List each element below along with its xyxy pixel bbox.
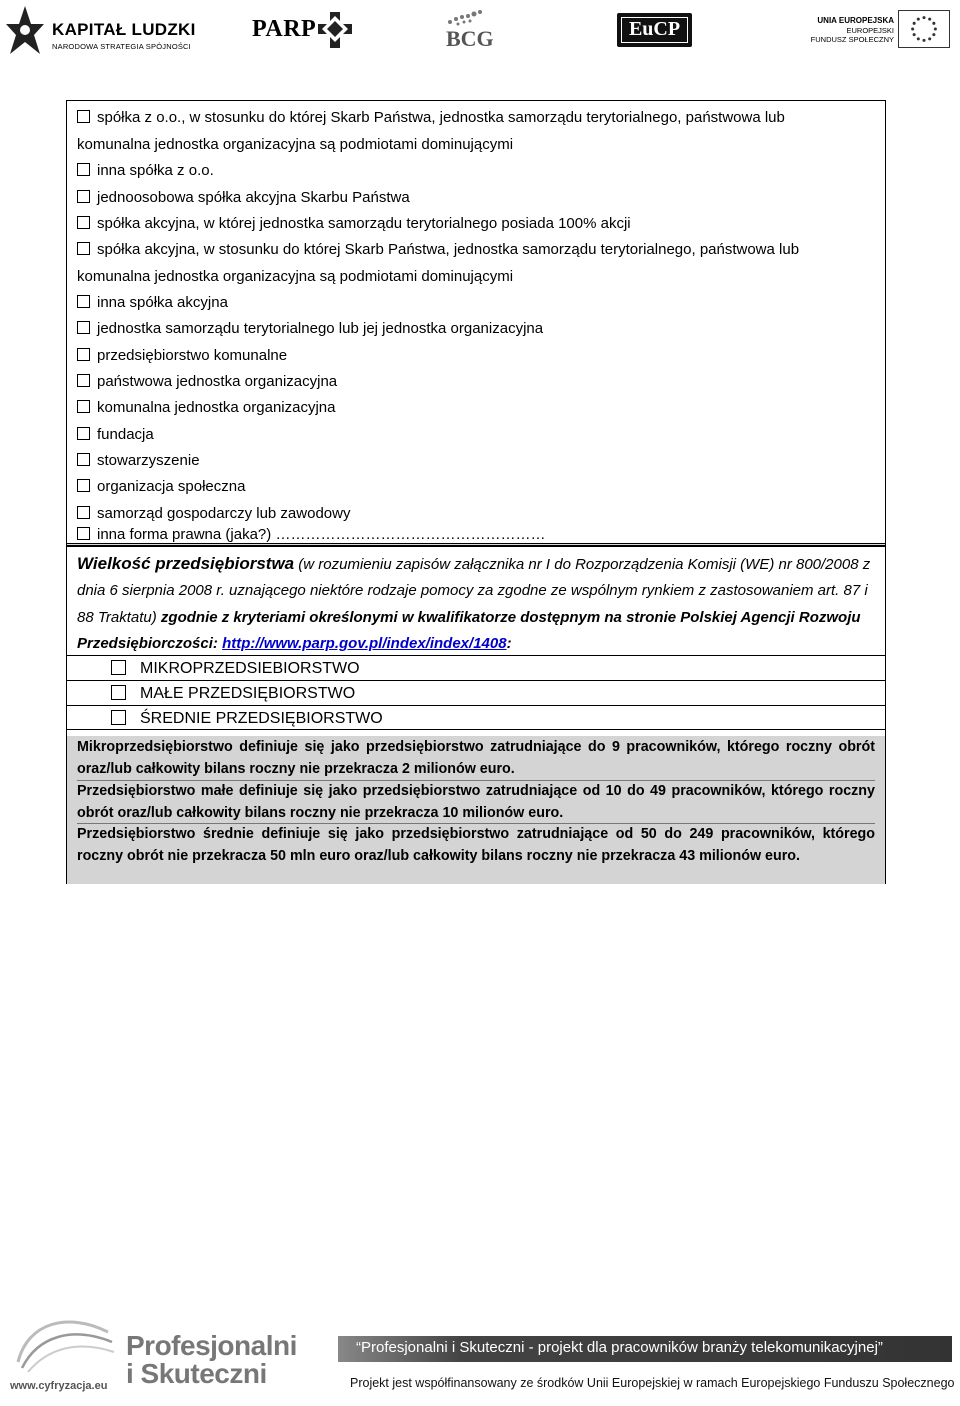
option-label: komunalna jednostka organizacyjna są podmiotami dominującymi (77, 136, 514, 153)
option-line[interactable] (77, 347, 287, 365)
legal-form-section (66, 100, 886, 884)
option-line-continued (77, 136, 513, 154)
option-label: przedsiębiorstwo komunalne (97, 347, 288, 364)
section-divider (67, 543, 885, 547)
option-label: inna forma prawna (jaka?) (97, 526, 272, 543)
option-label: państwowa jednostka organizacyjna (97, 373, 338, 390)
bcg-logo (438, 8, 512, 52)
option-label: komunalna jednostka organizacyjna są podmiotami dominującymi (77, 268, 514, 285)
option-line[interactable] (77, 215, 631, 233)
checkbox[interactable] (77, 242, 90, 255)
option-line[interactable] (77, 373, 337, 391)
option-line[interactable] (77, 505, 350, 523)
option-line[interactable] (77, 109, 785, 127)
option-line[interactable] (77, 526, 545, 544)
checkbox[interactable] (77, 479, 90, 492)
project-band (338, 1336, 952, 1362)
option-line[interactable] (77, 294, 228, 312)
size-title-bold: zgodnie z kryteriami określonymi w kwalifikatorze dostępnym na stronie Polskiej Agencji Rozwoju Przedsiębiorczości: (77, 608, 861, 652)
kl-subtitle: NARODOWA STRATEGIA SPÓJNOŚCI (52, 42, 191, 51)
size-title-rest: (w rozumieniu zapisów załącznika nr I do Rozporządzenia Komisji (WE) nr 800/2008 z dnia 6 sierpnia 2008 r. uznającego niektóre rodzaje pomocy za zgodne ze wspólnym rynkiem z zastosowaniem art. 87 i 88 Traktatu) (77, 556, 871, 626)
fill-in-dots[interactable]: ……………………………………………… (275, 526, 546, 543)
enterprise-size-heading (77, 551, 877, 657)
parp-logo (252, 10, 362, 54)
option-label: spółka akcyjna, w której jednostka samorządu terytorialnego posiada 100% akcji (97, 215, 631, 232)
checkbox[interactable] (77, 190, 90, 203)
checkbox[interactable] (77, 110, 90, 123)
checkbox[interactable] (111, 660, 126, 675)
size-option-small[interactable] (67, 680, 885, 705)
checkbox[interactable] (77, 527, 90, 540)
option-line[interactable] (77, 452, 200, 470)
option-line[interactable] (77, 162, 214, 180)
eu-line-2: EUROPEJSKI (846, 26, 894, 35)
checkbox[interactable] (77, 506, 90, 519)
brand-line-2: i Skuteczni (126, 1358, 267, 1389)
checkbox[interactable] (111, 710, 126, 725)
checkbox[interactable] (77, 295, 90, 308)
checkbox[interactable] (111, 685, 126, 700)
option-label: inna spółka z o.o. (97, 162, 214, 179)
checkbox[interactable] (77, 321, 90, 334)
size-definitions (67, 736, 885, 884)
size-title-strong: Wielkość przedsiębiorstwa (77, 554, 295, 573)
eu-logo (806, 10, 956, 50)
enterprise-size-options (67, 655, 885, 730)
option-line[interactable] (77, 478, 245, 496)
parp-text: PARP (252, 16, 317, 42)
page-header (0, 0, 960, 62)
checkbox[interactable] (77, 216, 90, 229)
footer-url[interactable]: www.cyfryzacja.eu (10, 1380, 108, 1392)
size-option-label: MAŁE PRZEDSIĘBIORSTWO (140, 685, 356, 702)
bcg-dots-icon (438, 8, 512, 28)
star-icon (4, 4, 46, 58)
size-option-label: ŚREDNIE PRZEDSIĘBIORSTWO (140, 710, 383, 727)
option-line-continued (77, 268, 513, 286)
option-label: stowarzyszenie (97, 452, 200, 469)
eu-line-3: FUNDUSZ SPOŁECZNY (810, 35, 894, 44)
option-line[interactable] (77, 426, 154, 444)
checkbox[interactable] (77, 163, 90, 176)
kapital-ludzki-logo (4, 4, 196, 58)
bcg-text: BCG (446, 26, 494, 51)
project-title: “Profesjonalni i Skuteczni - projekt dla pracowników branży telekomunikacyjnej” (356, 1339, 883, 1356)
brand-line-1: Profesjonalni (126, 1330, 297, 1361)
definition-small: Przedsiębiorstwo małe definiuje się jako przedsiębiorstwo zatrudniające od 10 do 49 pracowników, którego roczny obrót oraz/lub całkowity bilans roczny nie przekracza 10 milionów euro. (77, 780, 875, 824)
option-label: organizacja społeczna (97, 478, 246, 495)
option-label: jednoosobowa spółka akcyjna Skarbu Państwa (97, 189, 410, 206)
parp-link[interactable]: http://www.parp.gov.pl/index/index/1408 (222, 634, 507, 652)
checkbox[interactable] (77, 427, 90, 440)
eu-flag-icon (898, 10, 950, 48)
checkbox[interactable] (77, 400, 90, 413)
option-label: spółka akcyjna, w stosunku do której Skarb Państwa, jednostka samorządu terytorialnego, państwowa lub (97, 241, 800, 258)
option-label: inna spółka akcyjna (97, 294, 228, 311)
parp-mark-icon (318, 12, 352, 48)
option-label: fundacja (97, 426, 154, 443)
option-label: komunalna jednostka organizacyjna (97, 399, 336, 416)
checkbox[interactable] (77, 348, 90, 361)
size-option-medium[interactable] (67, 705, 885, 730)
option-label: samorząd gospodarczy lub zawodowy (97, 505, 351, 522)
kl-title: KAPITAŁ LUDZKI (52, 20, 196, 39)
eucp-logo (617, 13, 692, 47)
eucp-text: EuCP (628, 18, 681, 40)
checkbox[interactable] (77, 374, 90, 387)
option-label: spółka z o.o., w stosunku do której Skarb Państwa, jednostka samorządu terytorialnego, państwowa lub (97, 109, 785, 126)
size-title-colon: : (506, 634, 512, 652)
definition-medium: Przedsiębiorstwo średnie definiuje się jako przedsiębiorstwo zatrudniające od 50 do 249 pracowników, którego roczny obrót nie przekracza 50 mln euro oraz/lub całkowity bilans roczny nie przekracza 43 milionów euro. (77, 823, 875, 867)
option-label: jednostka samorządu terytorialnego lub jej jednostka organizacyjna (97, 320, 544, 337)
page-footer (0, 1310, 960, 1406)
profesjonalni-logo (8, 1312, 338, 1392)
size-option-micro[interactable] (67, 655, 885, 680)
size-option-label: MIKROPRZEDSIEBIORSTWO (140, 660, 360, 677)
cofinancing-note: Projekt jest współfinansowany ze środków Unii Europejskiej w ramach Europejskiego Funduszu Społecznego (350, 1376, 955, 1390)
definition-micro: Mikroprzedsiębiorstwo definiuje się jako przedsiębiorstwo zatrudniające do 9 pracowników, którego roczny obrót oraz/lub całkowity bilans roczny nie przekracza 2 milionów euro. (77, 739, 875, 777)
swirl-icon (8, 1312, 118, 1376)
eu-line-1: UNIA EUROPEJSKA (817, 16, 894, 25)
option-line[interactable] (77, 320, 543, 338)
option-line[interactable] (77, 241, 799, 259)
checkbox[interactable] (77, 453, 90, 466)
option-line[interactable] (77, 189, 410, 207)
option-line[interactable] (77, 399, 335, 417)
